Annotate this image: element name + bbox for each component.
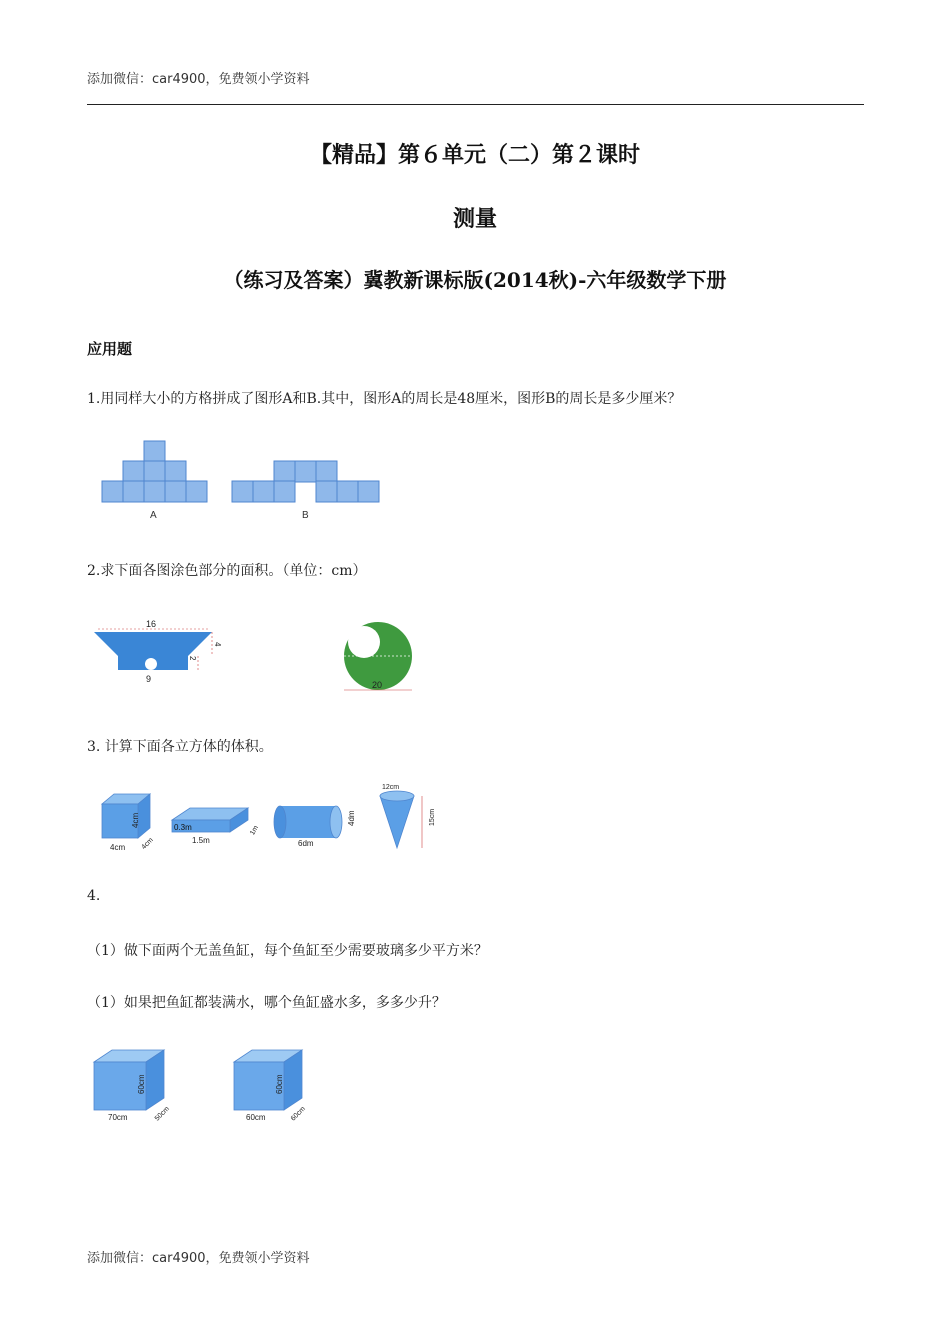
cone-diameter-label: 12cm <box>382 784 400 791</box>
cylinder-diameter-label: 4dm <box>347 810 356 826</box>
title-line-1: 【精品】第６单元（二）第２课时 <box>309 142 640 168</box>
rect-height-label: 2 <box>188 656 197 661</box>
grid-shape-b <box>232 461 379 502</box>
figure-1-grids <box>90 436 390 526</box>
question-4-part-1: （1）做下面两个无盖鱼缸，每个鱼缸至少需要玻璃多少平方米？ <box>87 943 488 959</box>
tank1-depth-label: 50cm <box>153 1105 171 1123</box>
cube-height-label: 4cm <box>131 812 140 828</box>
page-footer: 添加微信：car4900，免费领小学资料 <box>87 1251 310 1266</box>
question-1: 1.用同样大小的方格拼成了图形A和B.其中，图形A的周长是48厘米，图形B的周长是多少厘米？ <box>87 391 682 407</box>
cuboid-length-label: 1.5m <box>192 836 210 845</box>
tank1-width-label: 70cm <box>108 1113 128 1122</box>
cuboid-height-label: 0.3m <box>174 823 192 832</box>
tank-2 <box>234 1050 302 1110</box>
figure-4-tanks <box>88 1040 328 1124</box>
cube-depth-label: 4cm <box>140 836 155 852</box>
title-line-3: （练习及答案）冀教新课标版(2014秋)-六年级数学下册 <box>223 268 727 292</box>
cylinder-solid <box>274 806 342 838</box>
trap-top-label: 16 <box>146 619 157 629</box>
question-4-part-2: （1）如果把鱼缸都装满水，哪个鱼缸盛水多，多多少升？ <box>87 995 446 1011</box>
rect-width-label: 9 <box>146 674 152 684</box>
grid-shape-a <box>102 441 207 502</box>
figure-3-solids <box>88 782 448 854</box>
page-header: 添加微信：car4900，免费领小学资料 <box>87 72 310 87</box>
tank1-height-label: 60cm <box>137 1074 146 1094</box>
cube-solid <box>102 794 150 838</box>
trap-height-label: 4 <box>213 642 222 647</box>
question-2: 2.求下面各图涂色部分的面积。（单位：cm） <box>87 563 367 579</box>
tank2-width-label: 60cm <box>246 1113 266 1122</box>
cube-width-label: 4cm <box>110 843 126 852</box>
cuboid-width-label: 1m <box>249 824 261 837</box>
header-rule <box>87 104 864 105</box>
section-label: 应用题 <box>87 340 133 358</box>
title-line-2: 测量 <box>452 206 497 232</box>
question-4: 4. <box>87 888 101 904</box>
question-3: 3. 计算下面各立方体的体积。 <box>87 739 273 755</box>
tank2-depth-label: 60cm <box>289 1105 307 1123</box>
cone-height-label: 15cm <box>429 808 436 826</box>
cone-solid <box>380 791 414 848</box>
tank-1 <box>94 1050 164 1110</box>
cylinder-length-label: 6dm <box>298 839 314 848</box>
figure-2-shapes <box>88 612 448 702</box>
circle-diameter-label: 20 <box>372 680 383 690</box>
label-a: A <box>150 510 157 521</box>
tank2-height-label: 60cm <box>275 1074 284 1094</box>
label-b: B <box>302 510 309 521</box>
